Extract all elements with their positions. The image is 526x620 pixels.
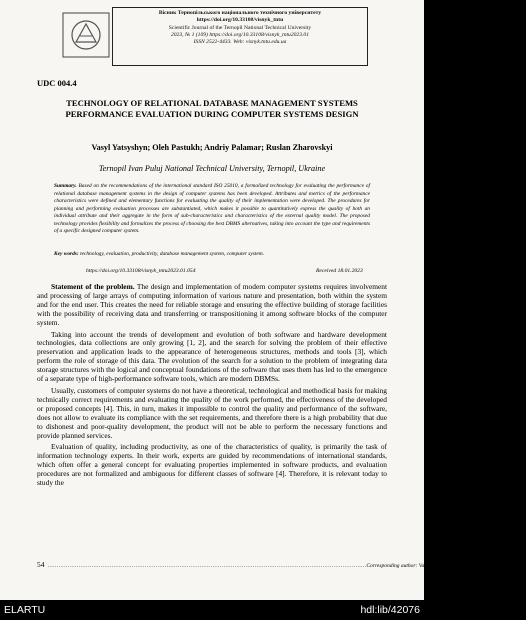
page-number: 54 — [37, 560, 45, 569]
journal-title-en: Scientific Journal of the Ternopil National Technical University — [168, 24, 312, 31]
article-doi-link[interactable]: https://doi.org/10.33108/visnyk_tntu2023.01.054 — [86, 268, 196, 274]
paper-affiliation: Ternopil Ivan Puluj National Technical University, Ternopil, Ukraine — [98, 164, 326, 173]
handle-link[interactable]: hdl:lib/42076 — [360, 604, 420, 616]
keywords-section — [54, 251, 370, 259]
section-heading: Statement of the problem. — [51, 282, 135, 291]
keywords-text: technology, evaluation, productivity, database management system, computer system. — [80, 251, 265, 257]
corresponding-author: Corresponding author: Vasyl Yatsyshyn; e-mail: vyatcyshyn@gmail.com — [366, 563, 526, 569]
journal-doi-link[interactable]: https://doi.org/10.33108/visnyk_tntu — [196, 17, 284, 24]
article-body — [37, 283, 387, 491]
summary-section — [54, 183, 370, 236]
page-footer — [37, 560, 526, 569]
repository-name: ELARTU — [4, 604, 46, 616]
summary-text: Based on the recommendations of the international standard ISO 25010, a formalized technology for evaluating the performance of relational database management systems in the design of computer systems has been developed. Attributes and metrics of the performance characteristics were defined and elementary functions for evaluating the quality of their implementation were developed. The procedures for planning and performing evaluation processes are substantiated, which makes it possible to quantitatively express the quality of both an individual attribute and their aggregate in the form of sub-characteristics and characteristics of the external quality model. The proposed technology provides flexibility and formalizes the process of choosing the best DBMS alternatives, taking into account the type and requirements of a specific designed computer system. — [54, 183, 370, 234]
paper-title: TECHNOLOGY OF RELATIONAL DATABASE MANAGEMENT SYSTEMS PERFORMANCE EVALUATION DURING COMPUTER SYSTEMS DESIGN — [65, 98, 359, 119]
body-paragraph: Usually, customers of computer systems do not have a theoretical, technological and methodical basis for making technically correct requirements and evaluating the quality of the work performed, the effectiveness of the developed or proposed concepts [4]. This, in turn, makes it impossible to control the quality and performance of the software, does not allow to evaluate its compliance with the set requirements, and therefore there is a high probability that due to dishonest and poor-quality development, the product will not be able to perform the necessary functions and provide planned services. — [37, 385, 387, 440]
body-paragraph: Evaluation of quality, including productivity, as one of the characteristics of quality, is primarily the task of information technology experts. In their work, experts are guided by recommendations of international standards, which often offer a general concept for evaluating properties implemented in software products, and evaluation procedures are not formalized and ambiguous for different classes of software [4]. Therefore, it is relevant today to study the — [37, 442, 387, 488]
received-date: Received 18.01.2023 — [316, 268, 363, 274]
paper-authors: Vasyl Yatsyshyn; Oleh Pastukh; Andriy Palamar; Ruslan Zharovskyi — [91, 143, 333, 152]
journal-issn: ISSN 2522-4433. Web: visnyk.tntu.edu.ua — [193, 39, 287, 46]
body-paragraph — [37, 283, 387, 328]
keywords-label: Key words: — [54, 251, 79, 257]
body-paragraph: Taking into account the trends of development and evolution of both software and hardware development technologies, data collections are only growing [1, 2], and the search for solving the problem of their effective preservation and application leads to the appearance of heterogeneous structures, methods and tools [3], which perform the role of storage of this data. The evolution of the search for a solution to the problem of integrating data storage structures with the logical and conceptual foundations of the software that uses them has led to the emergence of a separate type of high-performance software tools, which are modern DBMSs. — [37, 329, 387, 384]
footer-leader-dots: ………………………………………………………………………………………………………………………………………………………… — [47, 563, 367, 569]
udc-code: UDC 004.4 — [37, 78, 77, 88]
journal-logo-icon — [62, 12, 110, 58]
repository-bar — [0, 600, 424, 620]
journal-title-ua: Вісник Тернопільського національного технічного університету — [158, 10, 322, 16]
journal-issue: 2023, № 1 (109) https://doi.org/10.33108/visnyk_tntu2023.01 — [170, 31, 310, 38]
journal-header — [112, 7, 368, 66]
paragraph-text: The design and implementation of modern computer systems requires involvement and processing of large arrays of computing information of various nature and presentation, both within the system and for the end user. This creates the need for reliable storage and ensuring the effective building of storage facilities with the possibility of receiving data and transferring or transpositioning it among software blocks of the computer system. — [37, 282, 387, 327]
summary-label: Summary. — [54, 183, 77, 189]
